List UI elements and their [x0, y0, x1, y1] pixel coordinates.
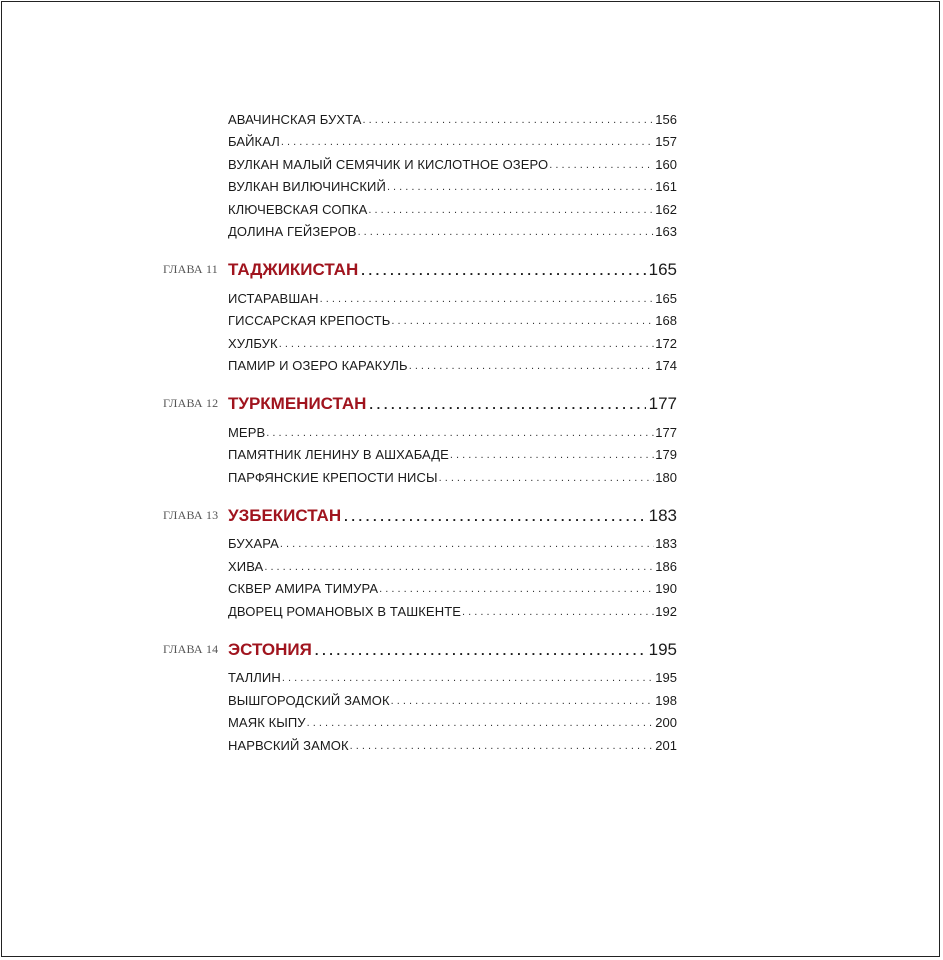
- toc-entry-title: ГИССАРСКАЯ КРЕПОСТЬ: [228, 313, 391, 328]
- toc-entry-title: ВУЛКАН МАЛЫЙ СЕМЯЧИК И КИСЛОТНОЕ ОЗЕРО: [228, 156, 549, 172]
- chapter-heading[interactable]: [0, 502, 943, 530]
- chapter-row: [228, 502, 677, 526]
- toc-entry[interactable]: [228, 128, 677, 151]
- dot-leader: [281, 134, 654, 150]
- toc-entry-page: 180: [655, 469, 677, 485]
- toc-entry-page: 201: [655, 737, 677, 753]
- toc-entry-title: БУХАРА: [228, 536, 279, 551]
- toc-entry[interactable]: [228, 686, 677, 709]
- dot-leader: [350, 738, 655, 754]
- dot-leader: [315, 642, 646, 660]
- dot-leader: [358, 224, 655, 240]
- chapter-page: 183: [648, 505, 677, 525]
- chapter-number-label: ГЛАВА 12: [163, 396, 219, 410]
- dot-leader: [344, 508, 646, 526]
- dot-leader: [450, 447, 654, 463]
- dot-leader: [387, 179, 654, 195]
- toc-entry-page: 160: [655, 156, 677, 172]
- chapter-row: [228, 636, 677, 660]
- toc-entry-title: ДВОРЕЦ РОМАНОВЫХ В ТАШКЕНТЕ: [228, 603, 462, 619]
- dot-leader: [369, 396, 645, 414]
- dot-leader: [439, 470, 655, 486]
- toc-entry[interactable]: [228, 105, 677, 128]
- dot-leader: [379, 581, 654, 597]
- dot-leader: [264, 559, 654, 575]
- toc-entry-title: ПАМЯТНИК ЛЕНИНУ В АШХАБАДЕ: [228, 447, 449, 462]
- toc-entry-title: ВУЛКАН ВИЛЮЧИНСКИЙ: [228, 179, 386, 194]
- dot-leader: [409, 358, 655, 374]
- toc-entry[interactable]: [228, 709, 677, 732]
- dot-leader: [391, 693, 655, 709]
- table-of-contents: [0, 105, 943, 754]
- toc-entry-page: 179: [655, 447, 677, 462]
- toc-entry-title: АВАЧИНСКАЯ БУХТА: [228, 111, 362, 127]
- toc-entry[interactable]: [228, 418, 677, 441]
- toc-entry[interactable]: [228, 731, 677, 754]
- toc-entry-title: КЛЮЧЕВСКАЯ СОПКА: [228, 201, 368, 217]
- chapter-number-label: ГЛАВА 11: [163, 262, 218, 276]
- dot-leader: [368, 202, 654, 218]
- dot-leader: [549, 157, 654, 173]
- chapter-title: ЭСТОНИЯ: [228, 639, 312, 659]
- toc-entry[interactable]: [228, 575, 677, 598]
- toc-entry-title: ПАМИР И ОЗЕРО КАРАКУЛЬ: [228, 358, 408, 373]
- toc-entry-page: 172: [655, 335, 677, 351]
- toc-entry-page: 156: [655, 111, 677, 127]
- toc-entry[interactable]: [228, 150, 677, 173]
- chapter-title: ТАДЖИКИСТАН: [228, 260, 359, 279]
- chapter-heading[interactable]: [0, 390, 943, 418]
- toc-entry[interactable]: [228, 195, 677, 218]
- toc-chapter-section: [0, 256, 943, 374]
- toc-section-lead: [0, 105, 943, 240]
- toc-entry-title: ПАРФЯНСКИЕ КРЕПОСТИ НИСЫ: [228, 469, 438, 485]
- toc-entry[interactable]: [228, 463, 677, 486]
- toc-entry-title: ВЫШГОРОДСКИЙ ЗАМОК: [228, 692, 390, 708]
- toc-entry-title: ИСТАРАВШАН: [228, 290, 319, 306]
- chapter-row: [228, 390, 677, 414]
- dot-leader: [282, 670, 654, 686]
- toc-entry[interactable]: [228, 352, 677, 375]
- toc-entry-page: 198: [655, 692, 677, 708]
- toc-entry-page: 200: [655, 715, 677, 730]
- toc-entry[interactable]: [228, 307, 677, 330]
- toc-entry[interactable]: [228, 173, 677, 196]
- chapter-row: [228, 256, 677, 280]
- toc-entry-page: 161: [655, 179, 677, 194]
- toc-entry-page: 168: [655, 313, 677, 328]
- dot-leader: [462, 604, 654, 620]
- toc-entry-page: 183: [655, 536, 677, 551]
- toc-entry-page: 186: [655, 558, 677, 574]
- dot-leader: [307, 715, 655, 731]
- toc-entry-title: МЕРВ: [228, 424, 266, 440]
- toc-entry-page: 165: [655, 290, 677, 306]
- toc-chapter-section: [0, 390, 943, 486]
- dot-leader: [279, 336, 655, 352]
- toc-entry-title: ХИВА: [228, 558, 264, 574]
- toc-entry[interactable]: [228, 284, 677, 307]
- toc-entry-page: 177: [655, 424, 677, 440]
- chapter-heading[interactable]: [0, 256, 943, 284]
- toc-chapter-section: [0, 502, 943, 620]
- toc-entry-page: 190: [655, 581, 677, 596]
- toc-entry-title: ТАЛЛИН: [228, 670, 281, 685]
- toc-entry[interactable]: [228, 441, 677, 464]
- dot-leader: [320, 291, 655, 307]
- dot-leader: [363, 112, 655, 128]
- chapter-heading[interactable]: [0, 636, 943, 664]
- dot-leader: [266, 425, 654, 441]
- chapter-title: ТУРКМЕНИСТАН: [228, 394, 367, 413]
- toc-entry-title: МАЯК КЫПУ: [228, 715, 306, 730]
- chapter-title: УЗБЕКИСТАН: [228, 505, 342, 525]
- toc-entry-page: 157: [655, 134, 677, 149]
- toc-entry[interactable]: [228, 530, 677, 553]
- dot-leader: [280, 536, 654, 552]
- toc-entry[interactable]: [228, 597, 677, 620]
- toc-entry-page: 195: [655, 670, 677, 685]
- toc-chapter-section: [0, 636, 943, 754]
- toc-entry-title: ХУЛБУК: [228, 335, 278, 351]
- toc-entry[interactable]: [228, 552, 677, 575]
- toc-entry[interactable]: [228, 329, 677, 352]
- chapter-page: 177: [648, 394, 677, 413]
- toc-entry-page: 174: [655, 358, 677, 373]
- toc-entry-title: БАЙКАЛ: [228, 134, 280, 149]
- toc-entry-title: ДОЛИНА ГЕЙЗЕРОВ: [228, 224, 357, 239]
- dot-leader: [361, 262, 645, 280]
- toc-entry[interactable]: [228, 218, 677, 241]
- chapter-number-label: ГЛАВА 13: [163, 507, 219, 522]
- toc-entry-page: 192: [655, 603, 677, 619]
- toc-entry-page: 163: [655, 224, 677, 239]
- chapter-page: 165: [648, 260, 677, 279]
- toc-entry-page: 162: [655, 201, 677, 217]
- toc-entry[interactable]: [228, 664, 677, 687]
- dot-leader: [391, 313, 654, 329]
- toc-entry-title: НАРВСКИЙ ЗАМОК: [228, 737, 349, 753]
- toc-entry-title: СКВЕР АМИРА ТИМУРА: [228, 581, 379, 596]
- chapter-page: 195: [648, 639, 677, 659]
- chapter-number-label: ГЛАВА 14: [163, 641, 219, 656]
